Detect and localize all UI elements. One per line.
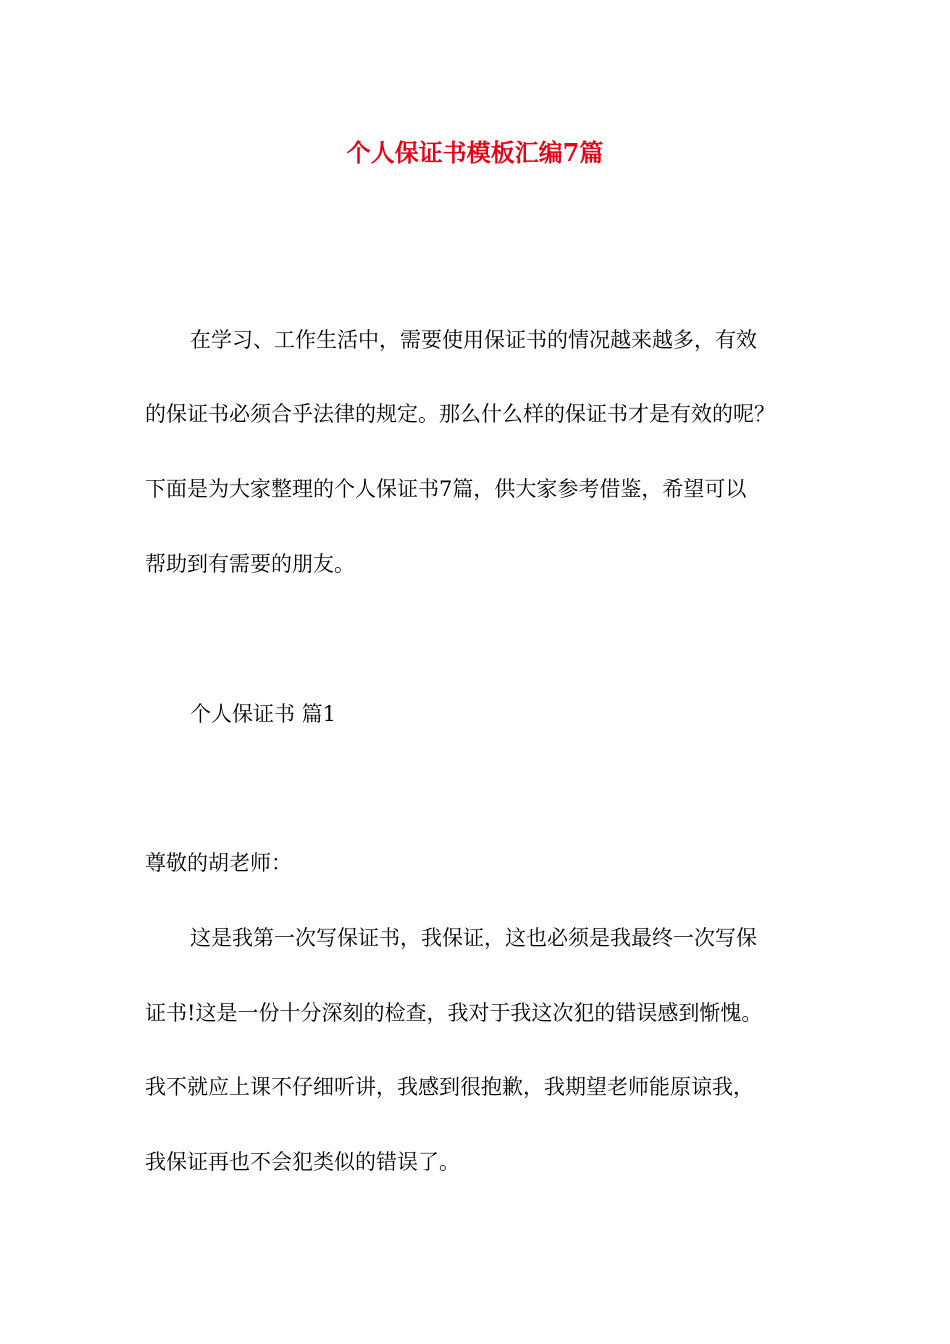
body-line-2: 证书!这是一份十分深刻的检查，我对于我这次犯的错误感到惭愧。 [145,1001,763,1025]
body-line-3: 我不就应上课不仔细听讲，我感到很抱歉，我期望老师能原谅我， [145,1075,754,1099]
intro-line-2: 的保证书必须合乎法律的规定。那么什么样的保证书才是有效的呢？ [145,402,775,426]
greeting: 尊敬的胡老师： [145,851,292,875]
body-line-1: 这是我第一次写保证书，我保证，这也必须是我最终一次写保 [190,926,757,950]
intro-line-3: 下面是为大家整理的个人保证书7篇，供大家参考借鉴，希望可以 [145,477,747,501]
intro-line-1: 在学习、工作生活中，需要使用保证书的情况越来越多，有效 [190,328,757,352]
section-heading: 个人保证书 篇1 [190,702,337,726]
document-title: 个人保证书模板汇编7篇 [346,138,604,167]
intro-line-4: 帮助到有需要的朋友。 [145,552,355,576]
body-line-4: 我保证再也不会犯类似的错误了。 [145,1150,460,1174]
